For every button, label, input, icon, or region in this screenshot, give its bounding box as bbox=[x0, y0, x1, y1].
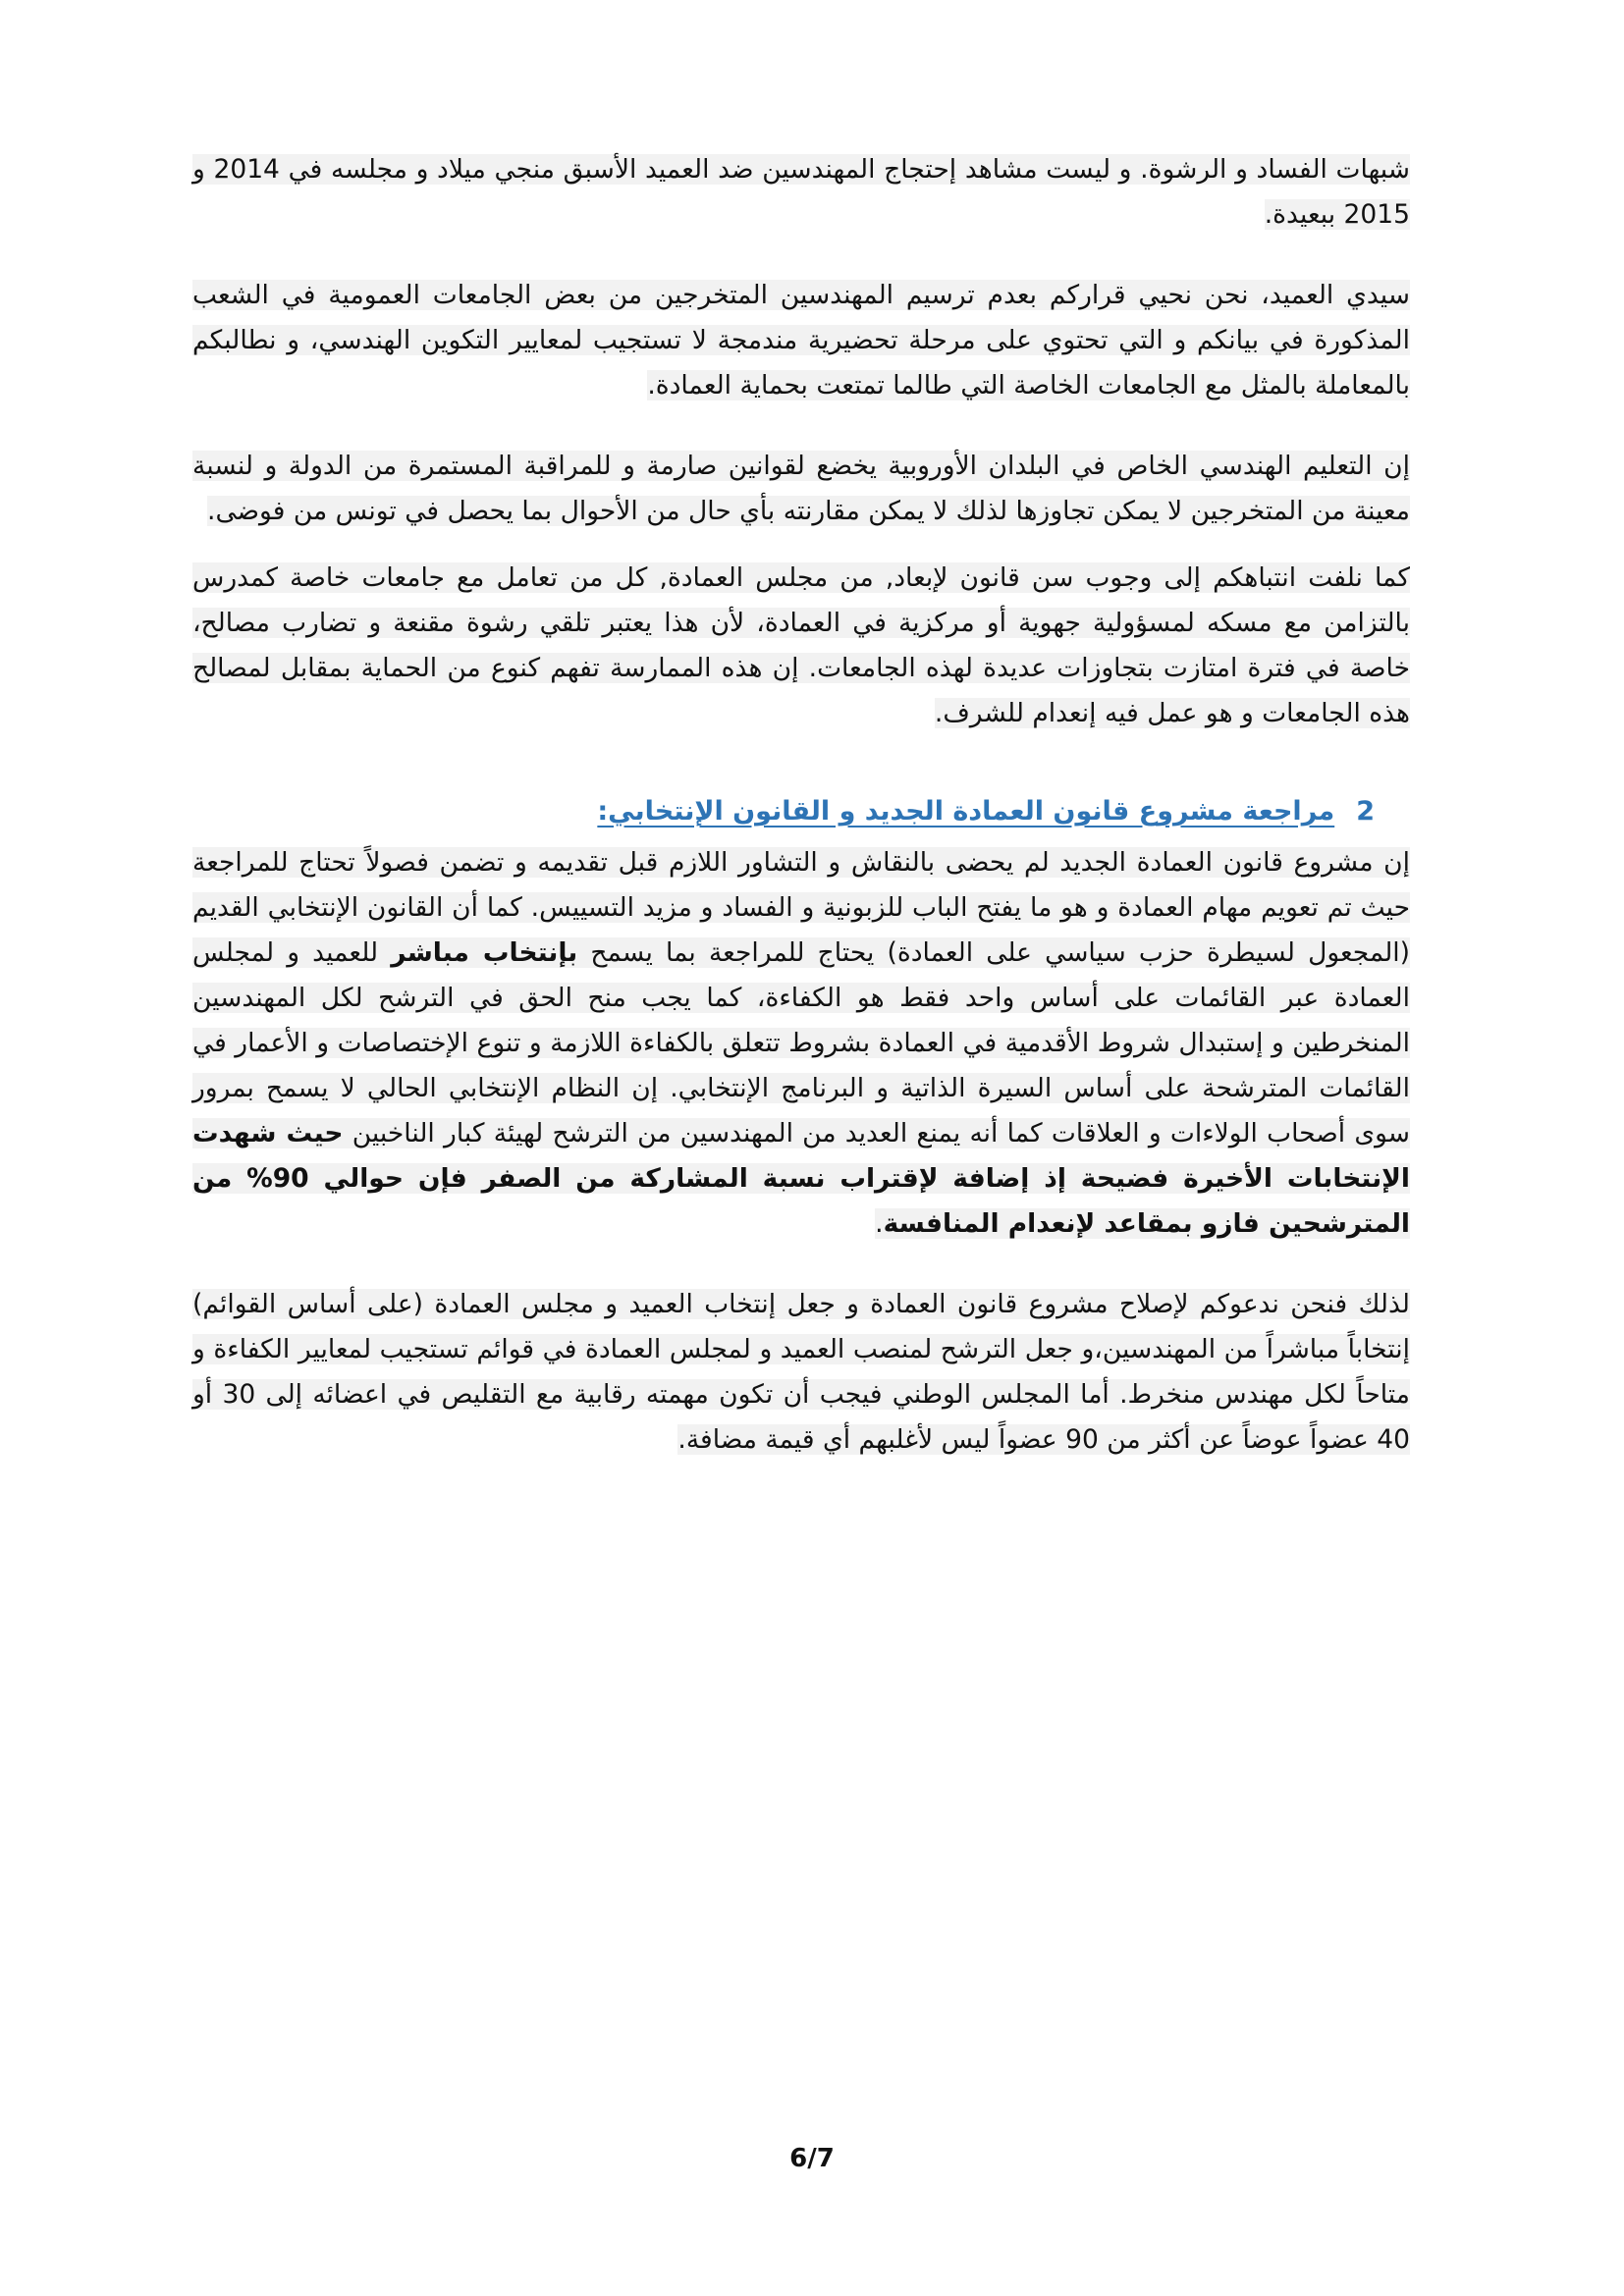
section-heading-2 bbox=[192, 787, 1410, 836]
paragraph-4-text: كما نلفت انتباهكم إلى وجوب سن قانون لإبعاد, من مجلس العمادة, كل من تعامل مع جامعات خاصة كمدرس بالتزامن مع مسكه لمسؤولية جهوية أو مركزية في العمادة، لأن هذا يعتبر تلقي رشوة مقنعة و تضارب مصالح، خاصة في فترة امتازت بتجاوزات عديدة لهذه الجامعات. إن هذه الممارسة تفهم كنوع من الحماية بمقابل لمصالح هذه الجامعات و هو عمل فيه إنعدام للشرف. bbox=[192, 562, 1410, 728]
paragraph-3 bbox=[192, 444, 1410, 534]
paragraph-6-text: لذلك فنحن ندعوكم لإصلاح مشروع قانون العمادة و جعل إنتخاب العميد و مجلس العمادة (على أساس القوائم) إنتخاباً مباشراً من المهندسين،و جعل الترشح لمنصب العميد و لمجلس العمادة في قوائم تستجيب لمعايير الكفاءة و متاحاً لكل مهندس منخرط. أما المجلس الوطني فيجب أن تكون مهمته رقابية مع التقليص في اعضائه إلى 30 أو 40 عضواً عوضاً عن أكثر من 90 عضواً ليس لأغلبهم أي قيمة مضافة. bbox=[192, 1289, 1410, 1455]
paragraph-4 bbox=[192, 556, 1410, 736]
paragraph-1 bbox=[192, 147, 1410, 238]
paragraph-5-part-1: إن مشروع قانون العمادة الجديد لم يحضى بالنقاش و التشاور اللازم قبل تقديمه و تضمن فصولاً تحتاج للمراجعة حيث تم تعويم مهام العمادة و هو ما يفتح الباب للزبونية و الفساد و مزيد التسييس. كما أن القانون الإنتخابي القديم (المجعول لسيطرة حزب سياسي على العمادة) يحتاج للمراجعة بما يسمح bbox=[192, 847, 1411, 968]
paragraph-1-text: شبهات الفساد و الرشوة. و ليست مشاهد إحتجاج المهندسين ضد العميد الأسبق منجي ميلاد و مجلسه في 2014 و 2015 ببعيدة. bbox=[192, 154, 1410, 230]
paragraph-5-bold-1: بإنتخاب مباشر bbox=[391, 937, 578, 968]
paragraph-5-part-2: للعميد و لمجلس العمادة عبر القائمات على أساس واحد فقط هو الكفاءة، كما يجب منح الحق في الترشح لكل المهندسين المنخرطين و إستبدال شروط الأقدمية في العمادة بشروط تتعلق بالكفاءة اللازمة و تنوع الإختصاصات و الأعمار في القائمات المترشحة على أساس السيرة الذاتية و البرنامج الإنتخابي. إن النظام الإنتخابي الحالي لا يسمح بمرور سوى أصحاب الولاءات و العلاقات كما أنه يمنع العديد من المهندسين من الترشح لهيئة كبار الناخبين bbox=[192, 937, 1410, 1148]
paragraph-5-part-3: . bbox=[875, 1208, 884, 1239]
paragraph-3-text: إن التعليم الهندسي الخاص في البلدان الأوروبية يخضع لقوانين صارمة و للمراقبة المستمرة من الدولة و لنسبة معينة من المتخرجين لا يمكن تجاوزها لذلك لا يمكن مقارنته بأي حال من الأحوال بما يحصل في تونس من فوضى. bbox=[192, 451, 1410, 526]
paragraph-2 bbox=[192, 273, 1410, 408]
page-number: 6/7 bbox=[789, 2144, 835, 2173]
paragraph-5 bbox=[192, 840, 1410, 1247]
paragraph-2-text: سيدي العميد، نحن نحيي قراركم بعدم ترسيم المهندسين المتخرجين من بعض الجامعات العمومية في الشعب المذكورة في بيانكم و التي تحتوي على مرحلة تحضيرية مندمجة لا تستجيب لمعايير التكوين الهندسي، و نطالبكم بالمعاملة بالمثل مع الجامعات الخاصة التي طالما تمتعت بحماية العمادة. bbox=[192, 280, 1410, 400]
spacer bbox=[192, 544, 1410, 556]
document-body bbox=[192, 147, 1410, 1498]
paragraph-5-bold-2: حيث شهدت الإنتخابات الأخيرة فضيحة إذ إضافة لإقتراب نسبة المشاركة من الصفر فإن حوالي 90% من المترشحين فازو بمقاعد لإنعدام المنافسة bbox=[192, 1118, 1410, 1239]
section-title: مراجعة مشروع قانون العمادة الجديد و القانون الإنتخابي: bbox=[597, 796, 1335, 827]
paragraph-5-text bbox=[192, 847, 1410, 1239]
paragraph-6 bbox=[192, 1282, 1410, 1463]
section-number: 2 bbox=[1356, 796, 1375, 827]
